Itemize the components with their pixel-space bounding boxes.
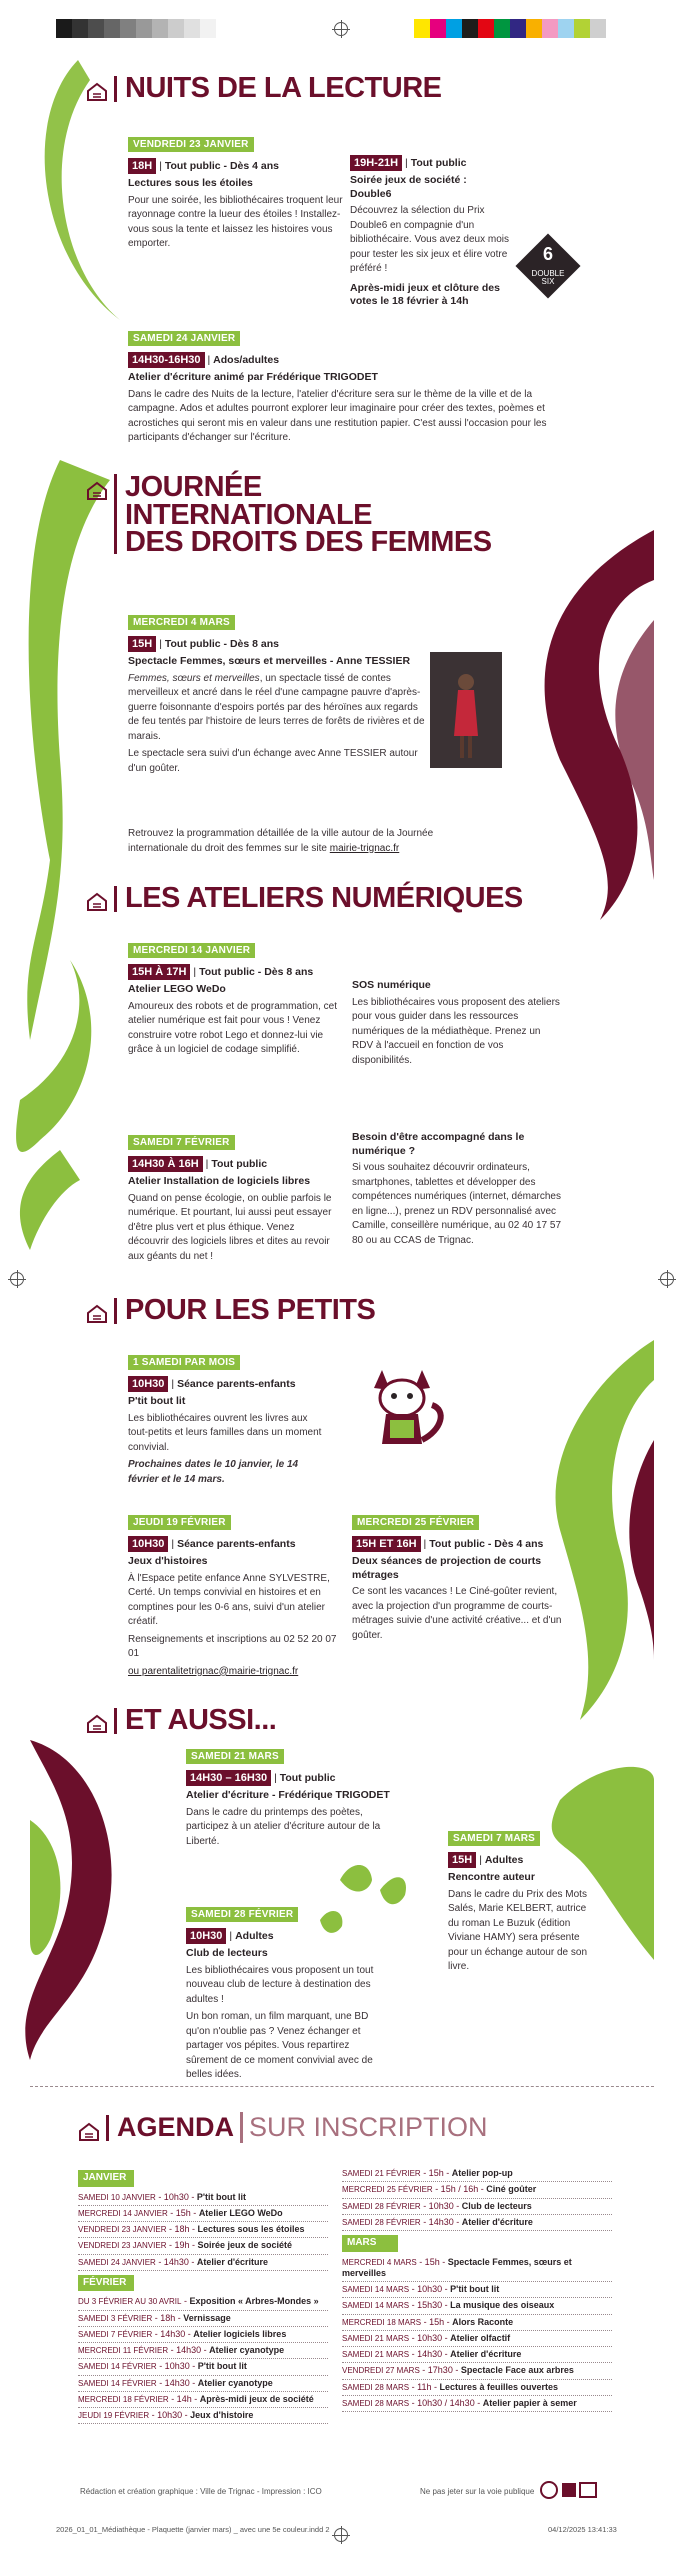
agenda-row [342, 2347, 612, 2363]
event-atelier-ecriture [128, 328, 558, 446]
event-title: Lectures sous les étoiles [128, 177, 253, 189]
agenda-title-text: AGENDA [117, 2112, 235, 2142]
event-text [128, 672, 428, 745]
event-text-2: Le spectacle sera suivi d'un échange avec Anne TESSIER autour d'un goûter. [128, 748, 418, 774]
agenda-time: - 10h30 - [409, 2284, 451, 2294]
agenda-event: Atelier papier à semer [482, 2397, 577, 2408]
agenda-row [342, 2363, 612, 2379]
agenda-event: Après-midi jeux de société [199, 2393, 314, 2404]
color-swatch [152, 19, 168, 38]
agenda-event: La musique des oiseaux [450, 2300, 555, 2311]
agenda-month: JANVIER [78, 2170, 134, 2187]
agenda-event: Atelier cyanotype [197, 2377, 273, 2388]
color-swatch [494, 19, 510, 38]
event-title: Spectacle Femmes, sœurs et merveilles - Anne TESSIER [128, 655, 411, 667]
agenda-date: SAMEDI 21 MARS [342, 2333, 410, 2343]
event-date: MERCREDI 14 JANVIER [128, 943, 255, 958]
agenda-row [342, 2215, 612, 2231]
agenda-time: - 15h30 - [409, 2300, 451, 2311]
agenda-row [78, 2238, 328, 2254]
event-lectures-etoiles [128, 134, 350, 252]
agenda-date: MERCREDI 18 MARS [342, 2317, 422, 2327]
event-title: Besoin d'être accompagné dans le numérique ? [352, 1131, 525, 1157]
fox-reading-illustration [352, 1350, 452, 1450]
event-text: Les bibliothécaires vous proposent des ateliers pour vous guider dans les ressources numériques de la médiathèque. Prenez un RDV à l'accueil en fonction de vos disponibilités. [352, 996, 560, 1066]
agenda-column-right [342, 2166, 612, 2412]
event-time: 15H [128, 636, 156, 652]
agenda-date: JEUDI 19 FÉVRIER [78, 2411, 150, 2420]
event-lego [128, 940, 338, 1058]
event-spectacle-femmes [128, 612, 428, 776]
event-time: 14H30 À 16H [128, 1156, 203, 1172]
event-text-2: Un bon roman, un film marquant, une BD qu'on n'oublie pas ? Venez échanger et partager vos pépites. Vous repartirez sûrement de ce moment convivial avec de belles idées. [186, 2011, 373, 2081]
event-time: 18H [128, 158, 156, 174]
agenda-event: P'tit bout lit [196, 2191, 246, 2202]
event-time: 14H30-16H30 [128, 352, 205, 368]
event-title: Atelier LEGO WeDo [128, 983, 226, 995]
agenda-date: VENDREDI 23 JANVIER [78, 2241, 167, 2251]
file-slug: 2026_01_01_Médiathèque - Plaquette (janvier mars) _ avec une 5e couleur.indd 2 [56, 2525, 330, 2534]
color-swatch [72, 19, 88, 38]
agenda-row [342, 2331, 612, 2347]
agenda-month: MARS [342, 2235, 398, 2252]
agenda-date: VENDREDI 27 MARS [342, 2366, 420, 2376]
event-text: Dans le cadre du Prix des Mots Salés, Marie KELBERT, autrice du roman Le Buzuk (édition Viviane HAMY) sera présente pour un échange autour de son livre. [448, 1888, 587, 1973]
agenda-row [342, 2255, 612, 2283]
event-time: 19H-21H [350, 155, 402, 171]
agenda-row [78, 2327, 328, 2343]
agenda-event: P'tit bout lit [450, 2284, 500, 2294]
color-swatch [414, 19, 430, 38]
event-audience: | Tout public [405, 157, 466, 169]
event-title: SOS numérique [352, 979, 431, 991]
agenda-row [342, 2380, 612, 2396]
library-house-icon [86, 79, 108, 99]
event-text-2: Renseignements et inscriptions au 02 52 20 07 01 [128, 1633, 337, 1660]
color-swatch [542, 19, 558, 38]
section-title-text: LES ATELIERS NUMÉRIQUES [125, 882, 523, 914]
event-audience: | Adultes [229, 1930, 273, 1942]
agenda-row [78, 2294, 328, 2310]
agenda-date: SAMEDI 7 FÉVRIER [78, 2329, 153, 2339]
agenda-row [78, 2359, 328, 2375]
color-swatch [446, 19, 462, 38]
parentalite-email-link[interactable]: ou parentalitetrignac@mairie-trignac.fr [128, 1665, 299, 1677]
agenda-row [342, 2298, 612, 2314]
event-jeux-histoires [128, 1512, 338, 1679]
event-title: Rencontre auteur [448, 1871, 535, 1883]
agenda-subtitle: SUR INSCRIPTION [240, 2112, 488, 2143]
divider [30, 2086, 654, 2087]
event-text-body: , un spectacle tissé de contes merveilleux et ancré dans le réel d'une campagne pauvre d'après-guerre foisonnante d'espoirs portés par des héroïnes aux regards de feu tentés par l'histoire de leurs terres de forêts de rivières et de marais. [128, 672, 425, 742]
color-swatch [574, 19, 590, 38]
event-time: 10H30 [128, 1376, 168, 1392]
event-dates: Prochaines dates le 10 janvier, le 14 février et le 14 mars. [128, 1459, 299, 1485]
event-rencontre-auteur [448, 1828, 598, 1975]
color-swatch [184, 19, 200, 38]
agenda-title [78, 2112, 488, 2143]
double-six-logo [512, 230, 584, 302]
agenda-time: - 14h30 - [156, 2377, 198, 2388]
agenda-row [78, 2222, 328, 2238]
event-time: 10H30 [128, 1536, 168, 1552]
color-swatch [590, 19, 606, 38]
agenda-month: FÉVRIER [78, 2275, 134, 2292]
agenda-date: MERCREDI 18 FÉVRIER [78, 2394, 169, 2404]
event-date: SAMEDI 21 MARS [186, 1749, 284, 1764]
color-swatch [200, 19, 216, 38]
agenda-date: SAMEDI 28 MARS [342, 2398, 410, 2408]
agenda-time: - 19h - [166, 2240, 198, 2251]
event-logiciels-libres [128, 1132, 338, 1264]
agenda-time: - 14h30 - [409, 2349, 451, 2359]
agenda-event: Atelier olfactif [450, 2332, 511, 2343]
agenda-event: Atelier d'écriture [196, 2256, 269, 2267]
event-text: Pour une soirée, les bibliothécaires troquent leur rayonnage contre la lueur des étoiles ! Installez-vous sous la tente et laissez les histoires vous emporter. [128, 194, 343, 250]
event-audience: | Tout public [274, 1772, 335, 1784]
library-house-icon [86, 889, 108, 909]
logo-number: 6 [542, 244, 553, 264]
event-audience: | Ados/adultes [208, 354, 280, 366]
agenda-date: SAMEDI 14 FÉVRIER [78, 2362, 157, 2372]
agenda-event: Lectures à feuilles ouvertes [439, 2381, 559, 2392]
color-swatch [104, 19, 120, 38]
event-date: VENDREDI 23 JANVIER [128, 137, 254, 152]
color-swatch [558, 19, 574, 38]
event-text: Quand on pense écologie, on oublie parfois le numérique. Et pourtant, lui aussi peut essayer d'être plus vert et plus éthique. Venez découvrir des logiciels libres et dites au revoir aux géants du net ! [128, 1192, 332, 1262]
event-date: MERCREDI 25 FÉVRIER [352, 1515, 479, 1530]
event-audience: | Tout public - Dès 8 ans [193, 966, 313, 978]
color-swatch [168, 19, 184, 38]
event-ptit-bout-lit [128, 1352, 328, 1487]
agenda-row [78, 2343, 328, 2359]
agenda-event: Atelier LEGO WeDo [198, 2207, 283, 2218]
agenda-time: - 15h - [420, 2168, 452, 2178]
event-text: Dans le cadre des Nuits de la lecture, l'atelier d'écriture sera sur le thème de la ville et de la campagne. Ados et adultes pourront explorer leur imaginaire pour créer des textes, poèmes et acrostiches qui seront mis en valeur dans une restitution papier. C'est aussi l'occasion pour les participants d'échanger sur l'écriture. [128, 388, 547, 444]
section-title-text: ET AUSSI... [125, 1704, 277, 1736]
agenda-date: MERCREDI 14 JANVIER [78, 2208, 168, 2218]
agenda-event: Atelier cyanotype [209, 2345, 285, 2355]
agenda-time: - 15h - [167, 2207, 199, 2218]
event-time: 10H30 [186, 1928, 226, 1944]
event-text: Les bibliothécaires ouvrent les livres aux tout-petits et leurs familles dans un moment convivial. [128, 1412, 322, 1453]
agenda-date: MERCREDI 25 FÉVRIER [342, 2185, 433, 2195]
color-swatch [56, 19, 72, 38]
performer-photo [430, 652, 502, 768]
event-audience: | Tout public - Dès 4 ans [159, 160, 279, 172]
agenda-row [78, 2392, 328, 2408]
library-house-icon [86, 1301, 108, 1321]
agenda-date: SAMEDI 28 FÉVRIER [342, 2201, 421, 2211]
agenda-row [78, 2408, 328, 2424]
registration-mark-icon [334, 22, 348, 36]
agenda-event: Vernissage [183, 2312, 231, 2323]
event-title: Deux séances de projection de courts métrages [352, 1555, 542, 1581]
agenda-date: SAMEDI 21 FÉVRIER [342, 2169, 421, 2178]
agenda-row [342, 2199, 612, 2215]
agenda-date: SAMEDI 28 MARS [342, 2382, 410, 2392]
library-house-icon [86, 478, 108, 498]
library-house-icon [86, 1711, 108, 1731]
section-title-et-aussi [86, 1706, 276, 1735]
agenda-time: - 14h - [168, 2393, 200, 2404]
agenda-time: - 15h - [421, 2316, 453, 2327]
agenda-time: - 14h30 - [420, 2216, 462, 2227]
event-title: Club de lecteurs [186, 1947, 268, 1959]
agenda-row [78, 2376, 328, 2392]
section-title-text: NUITS DE LA LECTURE [125, 72, 442, 104]
grey-color-bar [56, 19, 216, 38]
agenda-event: Alors Raconte [452, 2316, 514, 2327]
section-title-line: JOURNÉE [125, 471, 262, 503]
agenda-event: Spectacle Femmes, sœurs et merveilles [342, 2256, 572, 2278]
agenda-date: DU 3 FÉVRIER AU 30 AVRIL [78, 2297, 182, 2307]
event-title: P'tit bout lit [128, 1395, 186, 1407]
event-title: Jeux d'histoires [128, 1555, 208, 1567]
agenda-event: Lectures sous les étoiles [197, 2224, 305, 2234]
event-time: 14H30 – 16H30 [186, 1770, 271, 1786]
event-sos-numerique [352, 976, 562, 1068]
event-accompagnement [352, 1128, 562, 1248]
agenda-row [342, 2166, 612, 2182]
agenda-time: - 14h30 - [152, 2328, 194, 2339]
agenda-time: - 10h30 - [155, 2191, 197, 2202]
event-bold-note: Après-midi jeux et clôture des votes le 18 février à 14h [350, 281, 500, 308]
library-house-icon [78, 2118, 100, 2138]
agenda-event: Ciné goûter [486, 2184, 537, 2195]
event-date: 1 SAMEDI PAR MOIS [128, 1355, 240, 1370]
event-title: Soirée jeux de société : Double6 [350, 174, 467, 200]
file-date: 04/12/2025 13:41:33 [548, 2525, 617, 2534]
agenda-event: Club de lecteurs [461, 2200, 532, 2211]
agenda-time: - [181, 2296, 190, 2307]
section-title-nuits [86, 74, 441, 103]
agenda-time: - 18h - [152, 2312, 184, 2323]
color-swatch [478, 19, 494, 38]
agenda-date: SAMEDI 3 FÉVRIER [78, 2313, 153, 2323]
agenda-time: - 15h - [416, 2256, 448, 2267]
agenda-row [342, 2396, 612, 2412]
agenda-date: SAMEDI 14 FÉVRIER [78, 2378, 157, 2388]
agenda-date: SAMEDI 14 MARS [342, 2301, 410, 2311]
color-swatch [462, 19, 478, 38]
agenda-time: - 10h30 - [156, 2361, 198, 2372]
agenda-event: Spectacle Face aux arbres [460, 2365, 574, 2376]
color-swatch [430, 19, 446, 38]
agenda-event: Jeux d'histoire [190, 2410, 254, 2420]
event-date: SAMEDI 24 JANVIER [128, 331, 240, 346]
agenda-event: P'tit bout lit [197, 2361, 247, 2372]
event-text: Les bibliothécaires vous proposent un tout nouveau club de lecture à destination des adultes ! [186, 1964, 374, 2005]
agenda-time: - 10h30 - [409, 2332, 451, 2343]
event-title: Atelier d'écriture animé par Frédérique TRIGODET [128, 371, 378, 383]
event-text: À l'Espace petite enfance Anne SYLVESTRE, Certé. Un temps convivial en histoires et en comptines pour les 0-6 ans, suivi d'un atelier créatif. [128, 1572, 330, 1628]
event-audience: | Adultes [479, 1854, 523, 1866]
event-text-italic: Femmes, sœurs et merveilles [128, 672, 260, 684]
agenda-time: - 10h30 / 14h30 - [409, 2397, 483, 2408]
agenda-row [78, 2255, 328, 2271]
event-text: Si vous souhaitez découvrir ordinateurs, smartphones, tablettes et développer des compétences numériques (internet, démarches en ligne...), prenez un RDV personnalisé avec Camille, conseillère numérique, au 02 40 17 57 80 ou au CCAS de Trignac. [352, 1162, 562, 1246]
section-title-line: DES DROITS DES FEMMES [125, 526, 492, 559]
event-time: 15H ET 16H [352, 1536, 421, 1552]
agenda-event: Atelier d'écriture [450, 2349, 522, 2359]
mairie-link[interactable]: mairie-trignac.fr [329, 842, 400, 854]
agenda-date: SAMEDI 10 JANVIER [78, 2192, 156, 2202]
agenda-row [342, 2315, 612, 2331]
event-date: SAMEDI 7 MARS [448, 1831, 540, 1846]
agenda-row [342, 2182, 612, 2198]
event-printemps-poetes [186, 1746, 406, 1849]
agenda-time: - 18h - [166, 2224, 198, 2234]
event-text: Découvrez la sélection du Prix Double6 en compagnie d'un bibliothécaire. Vous avez deux mois pour tester les six jeux et élire votre préféré ! [350, 205, 509, 275]
color-swatch [526, 19, 542, 38]
agenda-event: Atelier d'écriture [461, 2216, 533, 2227]
agenda-date: VENDREDI 23 JANVIER [78, 2225, 167, 2234]
credits: Rédaction et création graphique : Ville de Trignac - Impression : ICO [80, 2487, 322, 2496]
agenda-time: - 10h30 - [420, 2200, 462, 2211]
event-date: SAMEDI 28 FÉVRIER [186, 1907, 298, 1922]
event-cine-gouter [352, 1512, 562, 1643]
section-title-petits [86, 1296, 375, 1325]
color-swatch [88, 19, 104, 38]
agenda-date: SAMEDI 14 MARS [342, 2285, 410, 2294]
event-text: Amoureux des robots et de programmation, cet atelier numérique est fait pour vous ! Venez construire votre robot Lego et donnez-lui vie grâce à un logiciel de codage simplifié. [128, 1000, 337, 1056]
agenda-column-left [78, 2166, 328, 2424]
recycle-logos-icon [540, 2480, 600, 2500]
event-title: Atelier Installation de logiciels libres [128, 1175, 311, 1187]
event-text: Dans le cadre du printemps des poètes, participez à un atelier d'écriture autour de la Liberté. [186, 1806, 381, 1847]
registration-mark-icon [334, 2528, 348, 2542]
section-title-text: POUR LES PETITS [125, 1294, 376, 1326]
event-audience: | Tout public - Dès 4 ans [424, 1538, 544, 1550]
color-swatch [120, 19, 136, 38]
agenda-row [78, 2311, 328, 2327]
event-club-lecteurs [186, 1904, 386, 2083]
agenda-row [342, 2282, 612, 2298]
event-time: 15H [448, 1852, 476, 1868]
agenda-row [78, 2190, 328, 2206]
event-text: Ce sont les vacances ! Le Ciné-goûter revient, avec la projection d'un programme de courts-métrages suivie d'une activité créative... et d'un goûter. [352, 1586, 562, 1641]
event-double6 [350, 153, 510, 309]
agenda-event: Exposition « Arbres-Mondes » [189, 2296, 319, 2307]
event-audience: | Séance parents-enfants [171, 1378, 295, 1390]
agenda-date: SAMEDI 24 JANVIER [78, 2257, 156, 2267]
event-audience: | Séance parents-enfants [171, 1538, 295, 1550]
section-title-ateliers [86, 884, 523, 913]
agenda-event: Soirée jeux de société [197, 2240, 293, 2251]
agenda-time: - 14h30 - [155, 2256, 197, 2267]
agenda-time: - 14h30 - [168, 2345, 210, 2355]
event-date: SAMEDI 7 FÉVRIER [128, 1135, 235, 1150]
agenda-event: Atelier logiciels libres [193, 2328, 287, 2339]
agenda-time: - 17h30 - [419, 2365, 461, 2376]
agenda-event: Atelier pop-up [451, 2168, 513, 2178]
note-text: Retrouvez la programmation détaillée de la ville autour de la Journée internationale du droit des femmes sur le site [128, 828, 434, 854]
section-title-line: INTERNATIONALE [125, 498, 373, 531]
event-title: Atelier d'écriture - Frédérique TRIGODET [186, 1789, 390, 1801]
agenda-date: MERCREDI 4 MARS [342, 2257, 417, 2267]
agenda-row [78, 2206, 328, 2222]
event-audience: | Tout public [206, 1158, 267, 1170]
recycle-notice: Ne pas jeter sur la voie publique [420, 2487, 535, 2496]
droits-femmes-note [128, 827, 458, 856]
agenda-date: SAMEDI 28 FÉVRIER [342, 2217, 421, 2227]
event-date: JEUDI 19 FÉVRIER [128, 1515, 231, 1530]
agenda-date: SAMEDI 21 MARS [342, 2350, 410, 2359]
agenda-time: - 11h - [409, 2381, 440, 2392]
event-time: 15H À 17H [128, 964, 190, 980]
color-swatch [510, 19, 526, 38]
color-bar [414, 19, 606, 38]
event-date: MERCREDI 4 MARS [128, 615, 235, 630]
event-audience: | Tout public - Dès 8 ans [159, 638, 279, 650]
section-title-droits-femmes [86, 471, 492, 559]
logo-text: DOUBLE SIX [531, 269, 565, 286]
color-swatch [136, 19, 152, 38]
agenda-time: - 10h30 - [149, 2410, 191, 2420]
agenda-date: MERCREDI 11 FÉVRIER [78, 2346, 169, 2355]
agenda-time: - 15h / 16h - [432, 2184, 487, 2195]
